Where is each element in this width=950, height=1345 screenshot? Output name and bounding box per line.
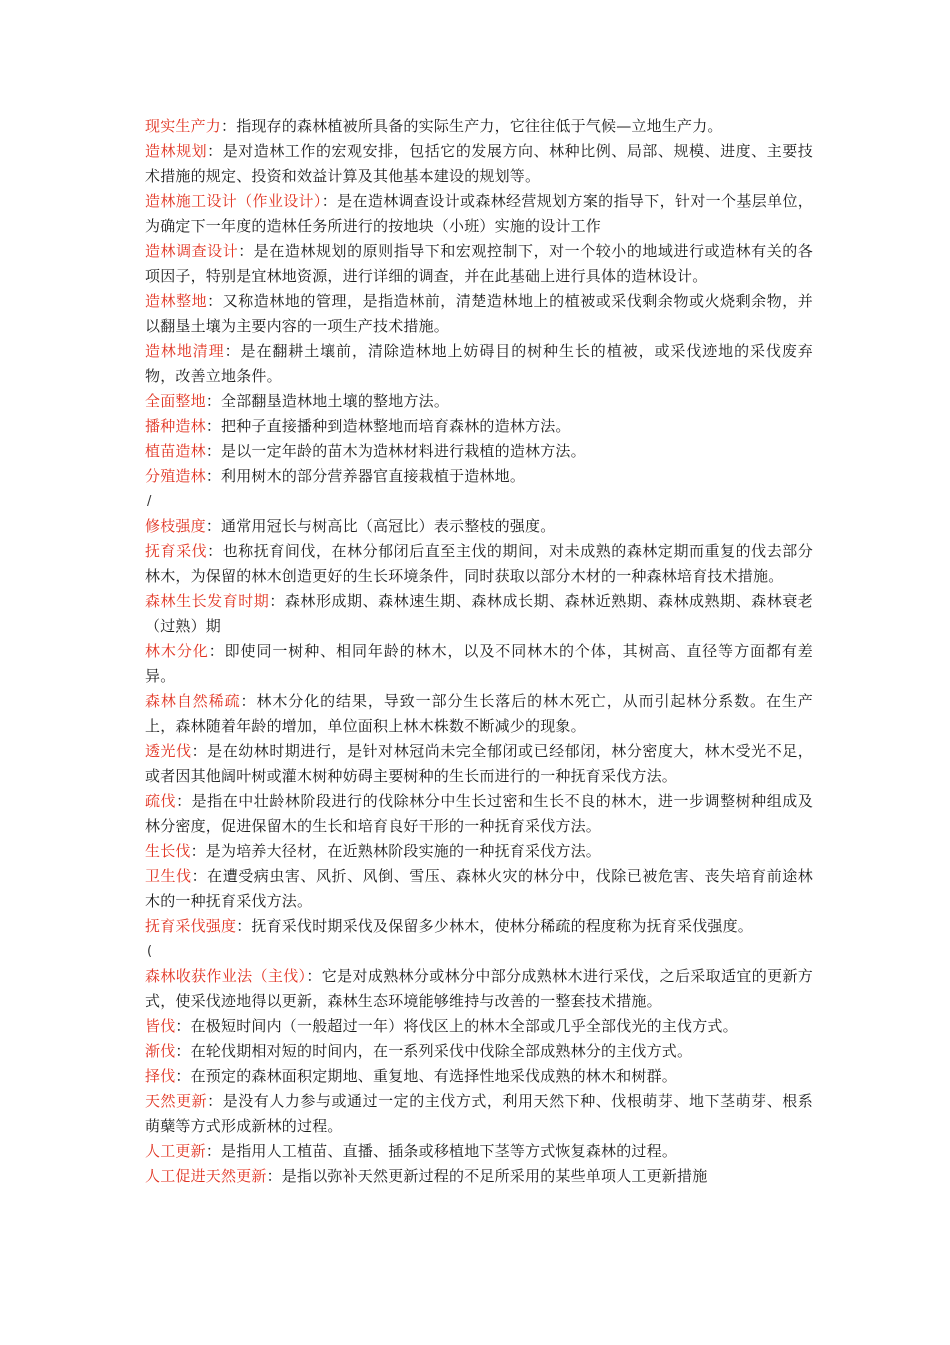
term: 人工促进天然更新 [145,1167,267,1185]
definition: ：在预定的森林面积定期地、重复地、有选择性地采伐成熟的林木和树群。 [175,1067,678,1085]
definition: ：全部翻垦造林地土壤的整地方法。 [205,392,450,410]
definition: ：它是对成熟林分或林分中部分成熟林木进行采伐，之后采取适宜的更新方式，使采伐迹地得以更新，森林生态环境能够维持与改善的一整套技术措施。 [145,967,814,1010]
definition: ：是没有人力参与或通过一定的主伐方式，利用天然下种、伐根萌芽、地下茎萌芽、根系萌蘖等方式形成新林的过程。 [145,1092,813,1135]
stray-mark: ( [147,944,153,959]
definition: ：是在幼林时期进行，是针对林冠尚未完全郁闭或已经郁闭，林分密度大，林木受光不足，或者因其他阔叶树或灌木树种妨碍主要树种的生长而进行的一种抚育采伐方法。 [145,742,813,785]
definition: ：又称造林地的管理，是指造林前，清楚造林地上的植被或采伐剩余物或火烧剩余物，并以翻垦土壤为主要内容的一项生产技术措施。 [145,292,813,335]
term: 生长伐 [145,842,191,860]
term: 抚育采伐 [145,542,208,560]
definition: ：森林形成期、森林速生期、森林成长期、森林近熟期、森林成熟期、森林衰老（过熟）期 [145,592,813,635]
definition: ：利用树木的部分营养器官直接栽植于造林地。 [205,467,526,485]
glossary-entry [145,1139,813,1164]
definition: ：是为培养大径材，在近熟林阶段实施的一种抚育采伐方法。 [190,842,602,860]
definition: ：在轮伐期相对短的时间内，在一系列采伐中伐除全部成熟林分的主伐方式。 [175,1042,693,1060]
glossary-entry [145,864,813,914]
definition: ：即使同一树种、相同年龄的林木，以及不同林木的个体，其树高、直径等方面都有差异。 [145,642,813,685]
definition: ：在遭受病虫害、风折、风倒、雪压、森林火灾的林分中，伐除已被危害、丧失培育前途林木的一种抚育采伐方法。 [145,867,813,910]
glossary-entry [145,1064,813,1089]
glossary-entry [145,739,813,789]
glossary-entry [145,964,813,1014]
glossary-entry [145,789,813,839]
term: 疏伐 [145,792,177,810]
glossary-entry [145,514,813,539]
glossary-content [145,114,813,1189]
glossary-entry [145,689,813,739]
glossary-entry [145,414,813,439]
glossary-entry [145,539,813,589]
definition: ：是对造林工作的宏观安排，包括它的发展方向、林种比例、局部、规模、进度、主要技术措施的规定、投资和效益计算及其他基本建设的规划等。 [145,142,813,185]
glossary-entry [145,1089,813,1139]
term: 造林地清理 [145,342,225,360]
term: 森林生长发育时期 [145,592,270,610]
glossary-entry [145,639,813,689]
term: 造林调查设计 [145,242,239,260]
definition: ：是在翻耕土壤前，清除造林地上妨碍目的树种生长的植被，或采伐迹地的采伐废弃物，改善立地条件。 [145,342,813,385]
glossary-entry [145,139,813,189]
term: 天然更新 [145,1092,208,1110]
glossary-entry [145,189,813,239]
glossary-entry [145,1039,813,1064]
glossary-entry [145,1014,813,1039]
term: 森林自然稀疏 [145,692,241,710]
glossary-entry [145,439,813,464]
definition: ：在极短时间内（一般超过一年）将伐区上的林木全部或几乎全部伐光的主伐方式。 [175,1017,738,1035]
definition: ：林木分化的结果，导致一部分生长落后的林木死亡，从而引起林分系数。在生产上，森林随着年龄的增加，单位面积上林木株数不断减少的现象。 [145,692,813,735]
glossary-entry [145,289,813,339]
term: 抚育采伐强度 [145,917,237,935]
term: 修枝强度 [145,517,206,535]
term: 造林规划 [145,142,208,160]
definition: ：抚育采伐时期采伐及保留多少林木，使林分稀疏的程度称为抚育采伐强度。 [236,917,754,935]
definition: ：是指以弥补天然更新过程的不足所采用的某些单项人工更新措施 [266,1167,708,1185]
term: 皆伐 [145,1017,176,1035]
definition: ：是在造林规划的原则指导下和宏观控制下，对一个较小的地域进行或造林有关的各项因子，特别是宜林地资源，进行详细的调查，并在此基础上进行具体的造林设计。 [145,242,814,285]
glossary-entry [145,239,813,289]
definition: ：把种子直接播种到造林整地而培育森林的造林方法。 [205,417,571,435]
glossary-entry [145,339,813,389]
glossary-entry [145,114,813,139]
term: 择伐 [145,1067,176,1085]
term: 卫生伐 [145,867,192,885]
term: 森林收获作业法（主伐） [145,967,307,985]
term: 现实生产力 [145,117,222,135]
term: 分殖造林 [145,467,206,485]
definition: ：通常用冠长与树高比（高冠比）表示整枝的强度。 [205,517,556,535]
glossary-group-planting [145,114,813,489]
glossary-entry [145,839,813,864]
glossary-entry [145,1164,813,1189]
term: 人工更新 [145,1142,206,1160]
term: 渐伐 [145,1042,176,1060]
glossary-entry [145,389,813,414]
definition: ：是在造林调查设计或森林经营规划方案的指导下，针对一个基层单位，为确定下一年度的造林任务所进行的按地块（小班）实施的设计工作 [145,192,814,235]
term: 播种造林 [145,417,206,435]
term: 植苗造林 [145,442,206,460]
definition: ：是指在中壮龄林阶段进行的伐除林分中生长过密和生长不良的林木，进一步调整树种组成及林分密度，促进保留木的生长和培育良好干形的一种抚育采伐方法。 [145,792,813,835]
glossary-group-tending [145,514,813,939]
term: 全面整地 [145,392,206,410]
glossary-entry [145,589,813,639]
term: 林木分化 [145,642,209,660]
stray-mark: / [147,494,152,509]
glossary-entry [145,914,813,939]
definition: ：指现存的森林植被所具备的实际生产力，它往往低于气候—立地生产力。 [221,117,723,135]
term: 透光伐 [145,742,192,760]
glossary-group-harvest [145,964,813,1189]
term: 造林施工设计（作业设计） [145,192,322,210]
definition: ：是以一定年龄的苗木为造林材料进行栽植的造林方法。 [205,442,586,460]
definition: ：是指用人工植苗、直播、插条或移植地下茎等方式恢复森林的过程。 [205,1142,678,1160]
definition: ：也称抚育间伐，在林分郁闭后直至主伐的期间，对未成熟的森林定期而重复的伐去部分林木，为保留的林木创造更好的生长环境条件，同时获取以部分木材的一种森林培育技术措施。 [145,542,813,585]
glossary-entry [145,464,813,489]
term: 造林整地 [145,292,208,310]
